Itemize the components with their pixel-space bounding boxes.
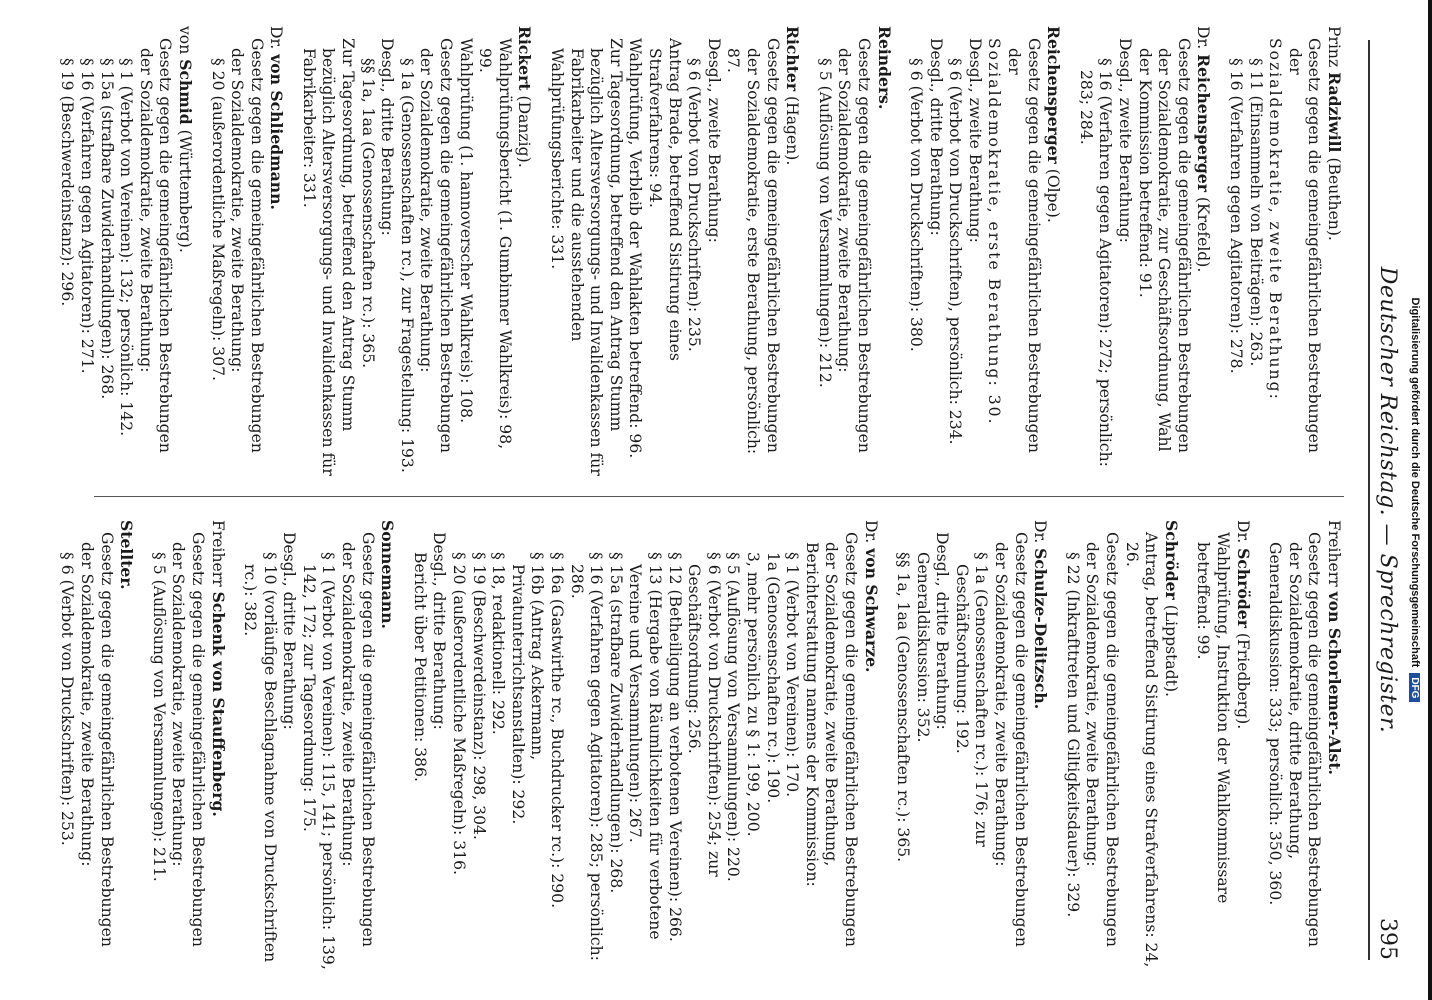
topic-line: Desgl., dritte Berathung: bbox=[430, 532, 449, 730]
speaker-name: Stellter. bbox=[117, 520, 137, 590]
topic-line: Gesetz gegen die gemeingefährlichen Bestrebungen der Sozialdemokratie, zur Geschäftsordnung, Wahl der Kommission betreffend: 91. bbox=[1135, 38, 1193, 453]
speaker-name: Schmid bbox=[175, 59, 195, 125]
reference-line: § 1a (Genossenschaften rc.), zur Fragestellung: 193. bbox=[397, 58, 416, 473]
running-title: Deutscher Reichstag. — Sprechregister. bbox=[1375, 266, 1400, 734]
topic-line: Gesetz gegen die gemeingefährlichen Bestrebungen der Sozialdemokratie, zweite Berathung: bbox=[77, 532, 116, 947]
topic-line: Wahlprüfungsbericht (1. Gumbinner Wahlkreis): 98, 99. bbox=[476, 38, 514, 450]
reference-line: § 1 (Verbot von Vereinen): 115, 141; persönlich: 139, 142, 172; zur Tagesordnung: 175. bbox=[299, 552, 338, 970]
speaker-name: von Schliedmann. bbox=[267, 54, 287, 210]
topic-line: Wahlprüfung (1. hannoverscher Wahlkreis): 108. bbox=[456, 38, 475, 424]
speaker-name: Radziwill bbox=[1325, 72, 1344, 153]
topic-line: Desgl., zweite Berathung: bbox=[965, 38, 984, 243]
reference-line: § 19 (Beschwerdeinstanz): 296. bbox=[58, 58, 77, 307]
reference-line: § 5 (Auflösung von Versammlungen): 211. bbox=[149, 552, 168, 882]
speaker-heading bbox=[266, 26, 287, 478]
speaker-constituency: (Friedberg). bbox=[1233, 632, 1252, 730]
topic-line: Zur Tagesordnung, betreffend den Antrag Stumm bezüglich Altersversorgungs- und Invalidenkassen für Fabrikarbeiter: 331. bbox=[299, 38, 358, 476]
speaker-name: Sonnemann. bbox=[378, 520, 398, 629]
attribution-text bbox=[1409, 10, 1421, 990]
topic-line: Wahlprüfung, Verbleib der Wahlakten betreffend: 96. bbox=[626, 38, 645, 459]
topic-line: Antrag, betreffend Sistirung eines Strafverfahrens: 24, 26. bbox=[1122, 532, 1161, 968]
reference-line: § 1 (Verbot von Vereinen): 132; persönlich: 142. bbox=[117, 58, 136, 437]
speaker-entry bbox=[1062, 520, 1181, 972]
reference-line: §§ 1a, 1aa (Genossenschaften rc.): 365. bbox=[358, 58, 377, 369]
page-number: 395 bbox=[1375, 918, 1400, 960]
topic-line: Gesetz gegen die gemeingefährlichen Bestrebungen der Sozialdemokratie, zweite Berathung: bbox=[992, 532, 1030, 947]
speaker-heading bbox=[1323, 520, 1344, 972]
reference-line: § 6 (Verbot von Druckschriften): 253. bbox=[58, 552, 77, 846]
dfg-logo: DFG bbox=[1409, 673, 1420, 702]
speaker-name: Schulze-Delitzsch. bbox=[1031, 548, 1051, 710]
right-column bbox=[45, 520, 1344, 972]
topic-line: Desgl., zweite Berathung: bbox=[704, 38, 723, 243]
speaker-heading bbox=[514, 26, 535, 478]
reference-line: § 11 (Einsammeln von Beiträgen): 263. bbox=[1246, 58, 1265, 367]
reference-line: § 16 (Verfahren gegen Agitatoren): 271. bbox=[77, 58, 96, 374]
speaker-constituency: (Württemberg). bbox=[175, 129, 194, 253]
speaker-entry bbox=[814, 26, 893, 478]
speaker-heading bbox=[207, 520, 228, 972]
reference-line: Generaldiskussion: 352. bbox=[913, 552, 932, 743]
speaker-heading bbox=[873, 26, 894, 478]
speaker-constituency: (Lippstadt). bbox=[1161, 604, 1180, 697]
speaker-prefix: Prinz bbox=[1325, 26, 1343, 68]
speaker-entry bbox=[1075, 26, 1213, 478]
topic-line: Desgl., dritte Berathung: bbox=[933, 532, 952, 730]
speaker-prefix: Freiherr bbox=[1325, 520, 1343, 587]
speaker-name: Schröder bbox=[1161, 520, 1181, 600]
speaker-entry bbox=[240, 520, 398, 972]
topic-line: Gesetz gegen die gemeingefährlichen Bestrebungen der Sozialdemokratie, zweite Berathung, Berichterstattung namens der Kommission: bbox=[802, 532, 860, 947]
reference-line: § 6 (Verbot von Druckschriften): 254; zur Geschäftsordnung: 256. bbox=[685, 552, 723, 877]
scan-edge-bar bbox=[1428, 0, 1432, 1000]
attribution-label: Digitalisierung gefördert durch die Deutsche Forschungsgemeinschaft bbox=[1409, 297, 1421, 668]
speaker-name: Reichensperger bbox=[1044, 26, 1064, 164]
reference-line: § 15a (strafbare Zuwiderhandlungen): 268. bbox=[606, 552, 625, 894]
speaker-prefix: Dr. bbox=[267, 26, 286, 50]
reference-line: § 5 (Auflösung von Versammlungen): 212. bbox=[815, 58, 834, 388]
speaker-constituency: (Danzig). bbox=[515, 95, 534, 168]
speaker-heading bbox=[1193, 26, 1214, 478]
speaker-heading bbox=[1232, 520, 1253, 972]
speaker-heading bbox=[1030, 520, 1051, 972]
speaker-name: Richter bbox=[783, 26, 803, 92]
reference-line: § 6 (Verbot von Druckschriften), persönlich: 234. bbox=[946, 58, 965, 445]
reference-line: 3, mehr persönlich zu § 1: 199, 200. bbox=[743, 552, 762, 837]
topic-line: Gesetz gegen die gemeingefährlichen Bestrebungen der Sozialdemokratie, dritte Berathung, Generaldiskussion: 333; persönlich: 350, 360. bbox=[1266, 532, 1324, 947]
topic-line: Gesetz gegen die gemeingefährlichen Bestrebungen der Sozialdemokratie, zweite Berathung: bbox=[835, 38, 873, 453]
reference-line: § 20 (außerordentliche Maßregeln): 307. bbox=[208, 58, 227, 381]
topic-line: Zur Tagesordnung, betreffend den Antrag Stumm bezüglich Altersversorgungs- und Invalidenkassen für Fabrikarbeiter und die ausstehenden Wahlprüfungsberichte: 331. bbox=[548, 38, 625, 476]
speaker-entry bbox=[546, 26, 802, 478]
reference-line: § 16a (Gastwirthe rc., Buchdrucker rc.): 290. bbox=[548, 552, 567, 909]
speaker-heading bbox=[1323, 26, 1344, 478]
topic-line: Gesetz gegen die gemeingefährlichen Bestrebungen der Sozialdemokratie, zweite Berathung: bbox=[169, 532, 207, 947]
reference-line: § 15a (strafbare Zuwiderhandlungen): 268. bbox=[97, 58, 116, 400]
reference-line: § 22 (Inkrafttreten und Giltigkeitsdauer): 329. bbox=[1063, 552, 1082, 918]
reference-line: § 12 (Betheiligung an verbotenen Vereinen): 266. bbox=[665, 552, 684, 942]
topic-line: Sozialdemokratie, erste Berathung: 30. bbox=[985, 38, 1004, 426]
reference-line: § 10 (vorläufige Beschlagnahme von Druckschriften rc.): 382. bbox=[241, 552, 279, 963]
speaker-prefix: Dr. bbox=[1031, 520, 1050, 544]
speaker-constituency: (Beuthen). bbox=[1325, 157, 1343, 241]
reference-line: § 20 (außerordentliche Maßregeln): 316. bbox=[450, 552, 469, 875]
reference-line: § 16 (Verfahren gegen Agitatoren): 278. bbox=[1227, 58, 1246, 374]
topic-line: Desgl., zweite Berathung: bbox=[1116, 38, 1135, 243]
topic-line: Gesetz gegen die gemeingefährlichen Bestrebungen der Sozialdemokratie, zweite Berathung: bbox=[417, 38, 456, 453]
reference-line: § 6 (Verbot von Druckschriften): 235. bbox=[685, 58, 704, 352]
topic-line: Sozialdemokratie, zweite Berathung: bbox=[1266, 38, 1285, 401]
speaker-prefix: Dr. bbox=[1194, 26, 1213, 50]
speaker-prefix: Freiherr bbox=[208, 520, 227, 587]
speaker-entry bbox=[893, 520, 1051, 972]
topic-line: Antrag Brade, betreffend Sistirung eines Strafverfahrens: 94. bbox=[646, 38, 684, 361]
header-rule bbox=[1368, 40, 1370, 960]
reference-line: § 16 (Verfahren gegen Agitatoren): 285; persönlich: 286. bbox=[567, 552, 606, 961]
speaker-constituency: (Olpe). bbox=[1044, 168, 1063, 223]
speaker-name: von Schwarze. bbox=[861, 548, 881, 673]
speaker-constituency: (Krefeld). bbox=[1194, 196, 1213, 273]
reference-line: § 18, redaktionell: 292. bbox=[489, 552, 508, 735]
speaker-name: Reinders. bbox=[874, 26, 894, 110]
speaker-prefix: von bbox=[175, 26, 194, 55]
speaker-constituency: (Hagen). bbox=[783, 96, 802, 166]
topic-line: Gesetz gegen die gemeingefährlichen Bestrebungen der Sozialdemokratie, zweite Berathung: bbox=[339, 532, 377, 947]
reference-line: § 13 (Hergabe von Räumlichkeiten für verbotene Vereine und Versammlungen): 267. bbox=[626, 552, 664, 940]
speaker-name: Schenk von Stauffenberg. bbox=[208, 591, 228, 817]
reference-line: § 5 (Auflösung von Versammlungen): 220. bbox=[724, 552, 743, 882]
topic-line: Gesetz gegen die gemeingefährlichen Bestrebungen der bbox=[1005, 38, 1043, 453]
speaker-entry bbox=[1265, 520, 1344, 972]
reference-line: Bericht über Petitionen: 386. bbox=[410, 552, 429, 782]
speaker-entry bbox=[409, 520, 880, 972]
speaker-name: Schröder bbox=[1233, 548, 1253, 628]
reference-line: 1a (Genossenschaften rc.): 190. bbox=[763, 552, 782, 804]
speaker-entry bbox=[1193, 520, 1253, 972]
speaker-entry bbox=[906, 26, 1064, 478]
speaker-heading bbox=[1043, 26, 1064, 478]
topic-line: Gesetz gegen die gemeingefährlichen Bestrebungen der Sozialdemokratie, zweite Berathung: bbox=[136, 38, 175, 453]
topic-line: Desgl., dritte Berathung: bbox=[280, 532, 299, 730]
speaker-heading bbox=[860, 520, 881, 972]
speaker-heading bbox=[782, 26, 803, 478]
reference-line: §§ 1a, 1aa (Genossenschaften rc.): 365. bbox=[894, 552, 913, 863]
reference-line: § 19 (Beschwerdeinstanz): 298, 304. bbox=[469, 552, 488, 840]
topic-line: Desgl., dritte Berathung: bbox=[926, 38, 945, 236]
topic-line: Gesetz gegen die gemeingefährlichen Bestrebungen der Sozialdemokratie, zweite Berathung: bbox=[228, 38, 266, 453]
topic-line: Desgl., dritte Berathung: bbox=[378, 38, 397, 236]
speaker-entry bbox=[1225, 26, 1344, 478]
left-column bbox=[45, 26, 1344, 478]
speaker-entry bbox=[148, 520, 227, 972]
topic-line: Gesetz gegen die gemeingefährlichen Bestrebungen der Sozialdemokratie, zweite Berathung: bbox=[1083, 532, 1122, 947]
attribution-strip bbox=[1402, 0, 1428, 1000]
speaker-entry bbox=[298, 26, 534, 478]
speaker-name: Reichensperger bbox=[1194, 54, 1214, 192]
reference-line: § 6 (Verbot von Druckschriften): 380. bbox=[907, 58, 926, 352]
speaker-name: von Schorlemer-Alst. bbox=[1325, 591, 1344, 775]
speaker-heading bbox=[116, 520, 137, 972]
speaker-heading bbox=[377, 520, 398, 972]
speaker-prefix: Dr. bbox=[1233, 520, 1252, 544]
speaker-entry bbox=[57, 520, 136, 972]
speaker-prefix: Dr. bbox=[861, 520, 880, 544]
topic-line: Gesetz gegen die gemeingefährlichen Bestrebungen der Sozialdemokratie, erste Berathung, persönlich: 87. bbox=[724, 38, 782, 455]
speaker-entry bbox=[57, 26, 195, 478]
reference-line: § 16b (Antrag Ackermann, Privatunterrichtsanstalten): 292. bbox=[508, 552, 547, 825]
speaker-name: Rickert bbox=[515, 26, 535, 91]
topic-line: Wahlprüfung, Instruktion der Wahlkommissare betreffend: 99. bbox=[1194, 532, 1233, 904]
column-divider bbox=[94, 496, 1344, 497]
topic-line: Gesetz gegen die gemeingefährlichen Bestrebungen der bbox=[1285, 38, 1324, 453]
speaker-heading bbox=[174, 26, 195, 478]
reference-line: § 16 (Verfahren gegen Agitatoren): 272; persönlich: 283; 284. bbox=[1076, 58, 1115, 467]
reference-line: § 1 (Verbot von Vereinen): 170. bbox=[783, 552, 802, 798]
speaker-heading bbox=[1160, 520, 1181, 972]
reference-line: § 1a (Genossenschaften rc.): 176; zur Geschäftsordnung: 192. bbox=[952, 552, 991, 847]
speaker-entry bbox=[207, 26, 286, 478]
